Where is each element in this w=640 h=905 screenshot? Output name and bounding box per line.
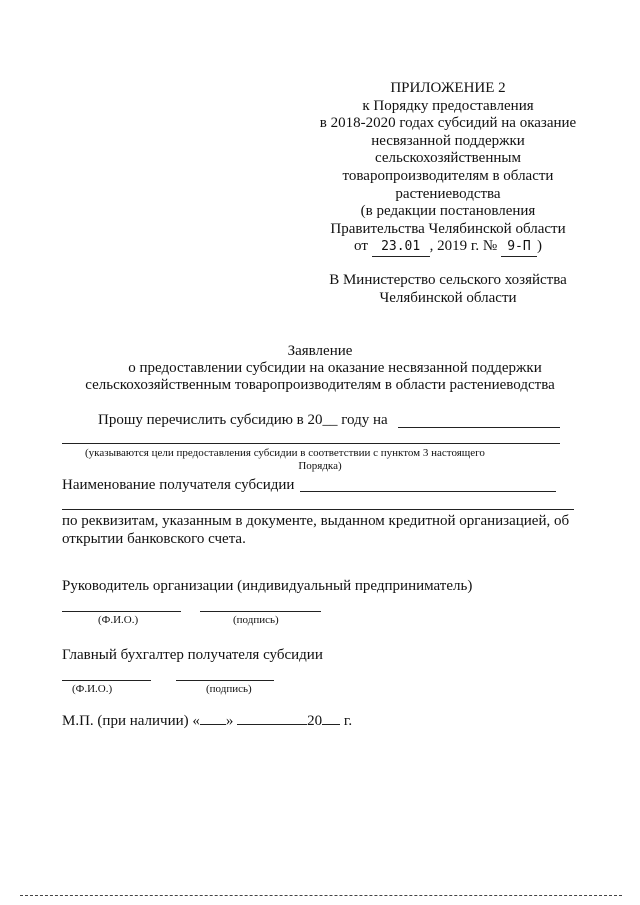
requisites-line-2: открытии банковского счета.: [62, 531, 246, 547]
head-fio-line: [62, 611, 181, 612]
title-line-1: о предоставлении субсидии на оказание несвязанной поддержки: [128, 360, 542, 376]
addressee-line-1: В Министерство сельского хозяйства: [329, 272, 567, 288]
number-handwritten: 9-П: [501, 238, 537, 257]
head-label: Руководитель организации (индивидуальный предприниматель): [62, 578, 473, 594]
accountant-sign-line: [176, 680, 274, 681]
accountant-fio-line: [62, 680, 151, 681]
addressee-block: [300, 272, 596, 307]
header-line: растениеводства: [395, 185, 501, 202]
accountant-fio-caption: (Ф.И.О.): [72, 683, 113, 695]
header-line: несвязанной поддержки: [371, 132, 525, 149]
appendix-header: [300, 80, 596, 257]
date-year: , 2019 г. №: [429, 238, 498, 255]
header-line: сельскохозяйственным: [375, 150, 521, 167]
recipient-field-line-2: [62, 509, 574, 510]
header-line: Правительства Челябинской области: [330, 220, 566, 237]
purpose-hint-line-1: (указываются цели предоставления субсидии в соответствии с пунктом 3 настоящего: [85, 447, 485, 459]
year-prefix: 20: [307, 713, 323, 729]
year-field: [322, 712, 340, 725]
recipient-field-line: [300, 491, 556, 492]
accountant-label: Главный бухгалтер получателя субсидии: [62, 647, 323, 663]
purpose-field-line: [398, 427, 560, 428]
date-suffix: ): [536, 238, 542, 255]
header-line: товаропроизводителям в области: [342, 167, 554, 184]
head-fio-caption: (Ф.И.О.): [98, 614, 139, 626]
request-line: Прошу перечислить субсидию в 20__ году на: [98, 412, 388, 428]
open-quote: «: [192, 713, 200, 729]
header-line: в 2018-2020 годах субсидий на оказание: [319, 115, 577, 132]
head-sign-line: [200, 611, 321, 612]
date-prefix: от: [354, 238, 368, 255]
recipient-label: Наименование получателя субсидии: [62, 477, 295, 493]
header-date-line: [300, 238, 596, 257]
date-handwritten: 23.01: [372, 238, 430, 257]
purpose-field-line-2: [62, 443, 560, 444]
document-title: Заявление: [287, 343, 353, 359]
header-line: к Порядку предоставления: [362, 97, 534, 114]
purpose-hint-line-2: Порядка): [298, 460, 342, 472]
appendix-title: ПРИЛОЖЕНИЕ 2: [390, 80, 506, 96]
stamp-label: М.П. (при наличии): [62, 713, 189, 729]
requisites-line-1: по реквизитам, указанным в документе, выданном кредитной организацией, об: [62, 513, 570, 529]
title-line-2: сельскохозяйственным товаропроизводителям в области растениеводства: [85, 377, 555, 393]
month-field: [237, 712, 307, 725]
day-field: [200, 712, 226, 725]
scan-edge-line: [20, 895, 622, 896]
addressee-line-2: Челябинской области: [379, 289, 517, 306]
close-quote: »: [225, 713, 234, 729]
year-suffix: г.: [343, 713, 353, 729]
header-line: (в редакции постановления: [360, 203, 536, 220]
head-sign-caption: (подпись): [233, 614, 279, 626]
accountant-sign-caption: (подпись): [206, 683, 252, 695]
stamp-date-line: [62, 712, 352, 730]
